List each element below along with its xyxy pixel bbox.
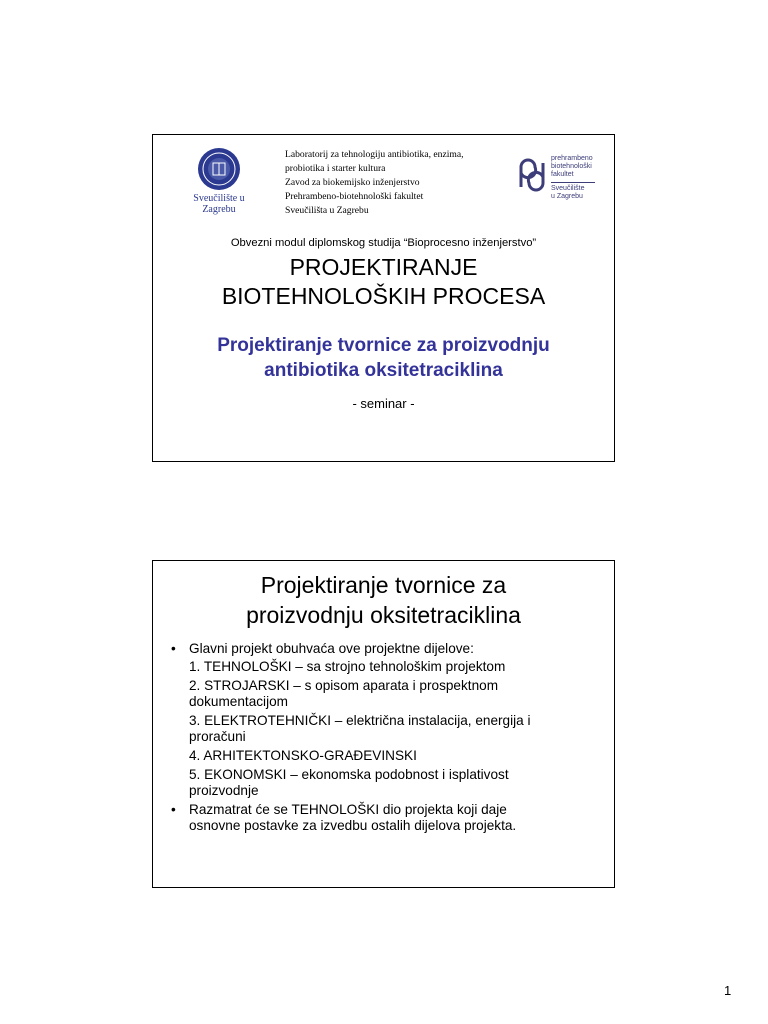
- university-logo: [179, 147, 259, 215]
- project-part-item: 3. ELEKTROTEHNIČKI – električna instalacija, energija i proračuni: [189, 713, 531, 744]
- seminar-subtitle: Projektiranje tvornice za proizvodnju antibiotika oksitetraciklina: [217, 335, 550, 381]
- bullet-icon: •: [171, 641, 176, 656]
- bullet-item: • Glavni projekt obuhvaća ove projektne dijelove:: [171, 641, 474, 656]
- title-slide: [152, 134, 615, 462]
- logo-divider: [551, 182, 595, 183]
- faculty-logo-text: prehrambeno biotehnološki fakultet Sveučilište u Zagrebu: [551, 155, 595, 201]
- page-number: 1: [724, 983, 732, 998]
- lab-line: Laboratorij za tehnologiju antibiotika, enzima,: [285, 149, 464, 160]
- slide-title: Projektiranje tvornice za proizvodnju oksitetraciklina: [246, 572, 521, 628]
- seminar-label: - seminar -: [352, 396, 415, 411]
- course-title: PROJEKTIRANJE BIOTEHNOLOŠKIH PROCESA: [221, 254, 546, 309]
- project-part-item: 2. STROJARSKI – s opisom aparata i prospektnom dokumentacijom: [189, 678, 499, 709]
- laboratory-affiliation: [285, 148, 515, 218]
- lab-line: Prehrambeno-biotehnološki fakultet: [285, 191, 424, 202]
- faculty-emblem-icon: [515, 155, 549, 195]
- project-part-item: 4. ARHITEKTONSKO-GRAĐEVINSKI: [189, 748, 417, 763]
- faculty-logo: [511, 149, 603, 211]
- project-part-item: 5. EKONOMSKI – ekonomska podobnost i isplativost proizvodnje: [189, 767, 509, 798]
- university-seal-icon: [197, 147, 241, 191]
- bullet-list: [171, 641, 596, 836]
- lab-line: probiotika i starter kultura: [285, 163, 386, 174]
- bullet-item: • Razmatrat će se TEHNOLOŠKI dio projekta koji daje osnovne postavke za izvedbu ostalih dijelova projekta.: [171, 802, 517, 833]
- lab-line: Zavod za biokemijsko inženjerstvo: [285, 177, 420, 188]
- bullet-icon: •: [171, 802, 176, 817]
- lab-line: Sveučilišta u Zagrebu: [285, 205, 369, 216]
- content-slide: [152, 560, 615, 888]
- module-line: Obvezni modul diplomskog studija “Bioprocesno inženjerstvo”: [230, 237, 537, 249]
- university-logo-text: Sveučilište u Zagrebu: [193, 193, 245, 215]
- project-part-item: 1. TEHNOLOŠKI – sa strojno tehnološkim projektom: [189, 659, 506, 674]
